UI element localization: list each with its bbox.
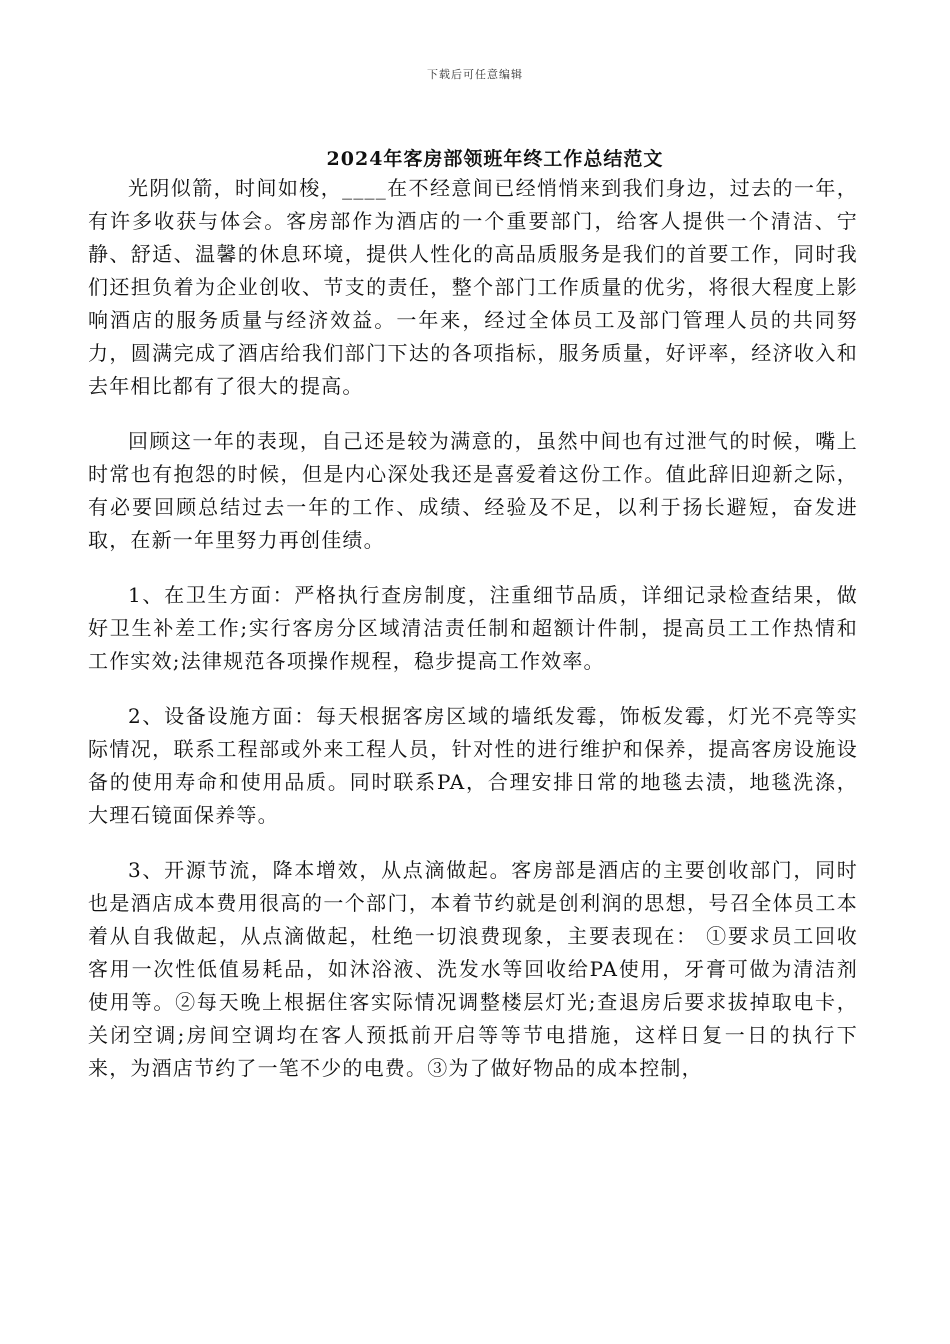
document-title: 2024年客房部领班年终工作总结范文 [326, 148, 664, 170]
paragraph-facilities: 2、设备设施方面：每天根据客房区域的墙纸发霉，饰板发霉，灯光不亮等实际情况，联系工程部或外来工程人员，针对性的进行维护和保养，提高客房设施设备的使用寿命和使用品质。同时联系PA，合理安排日常的地毯去渍，地毯洗涤，大理石镜面保养等。 [88, 704, 858, 827]
paragraph-hygiene: 1、在卫生方面：严格执行查房制度，注重细节品质，详细记录检查结果，做好卫生补差工作;实行客房分区域清洁责任制和超额计件制，提高员工工作热情和工作实效;法律规范各项操作规程，稳步提高工作效率。 [88, 583, 858, 673]
document-body [88, 172, 858, 1107]
header-note: 下载后可任意编辑 [427, 68, 523, 81]
paragraph-intro: 光阴似箭，时间如梭，____在不经意间已经悄悄来到我们身边，过去的一年，有许多收获与体会。客房部作为酒店的一个重要部门，给客人提供一个清洁、宁静、舒适、温馨的休息环境，提供人性化的高品质服务是我们的首要工作，同时我们还担负着为企业创收、节支的责任，整个部门工作质量的优劣，将很大程度上影响酒店的服务质量与经济效益。一年来，经过全体员工及部门管理人员的共同努力，圆满完成了酒店给我们部门下达的各项指标，服务质量，好评率，经济收入和去年相比都有了很大的提高。 [88, 176, 858, 398]
paragraph-review: 回顾这一年的表现，自己还是较为满意的，虽然中间也有过泄气的时候，嘴上时常也有抱怨的时候，但是内心深处我还是喜爱着这份工作。值此辞旧迎新之际，有必要回顾总结过去一年的工作、成绩、经验及不足，以利于扬长避短，奋发进取，在新一年里努力再创佳绩。 [88, 429, 858, 552]
paragraph-cost-saving: 3、开源节流，降本增效，从点滴做起。客房部是酒店的主要创收部门，同时也是酒店成本费用很高的一个部门，本着节约就是创利润的思想，号召全体员工本着从自我做起，从点滴做起，杜绝一切浪费现象，主要表现在： ①要求员工回收客用一次性低值易耗品，如沐浴液、洗发水等回收给PA使用，牙膏可做为清洁剂使用等。②每天晚上根据住客实际情况调整楼层灯光;查退房后要求拔掉取电卡，关闭空调;房间空调均在客人预抵前开启等等节电措施，这样日复一日的执行下来，为酒店节约了一笔不少的电费。③为了做好物品的成本控制， [88, 858, 858, 1080]
